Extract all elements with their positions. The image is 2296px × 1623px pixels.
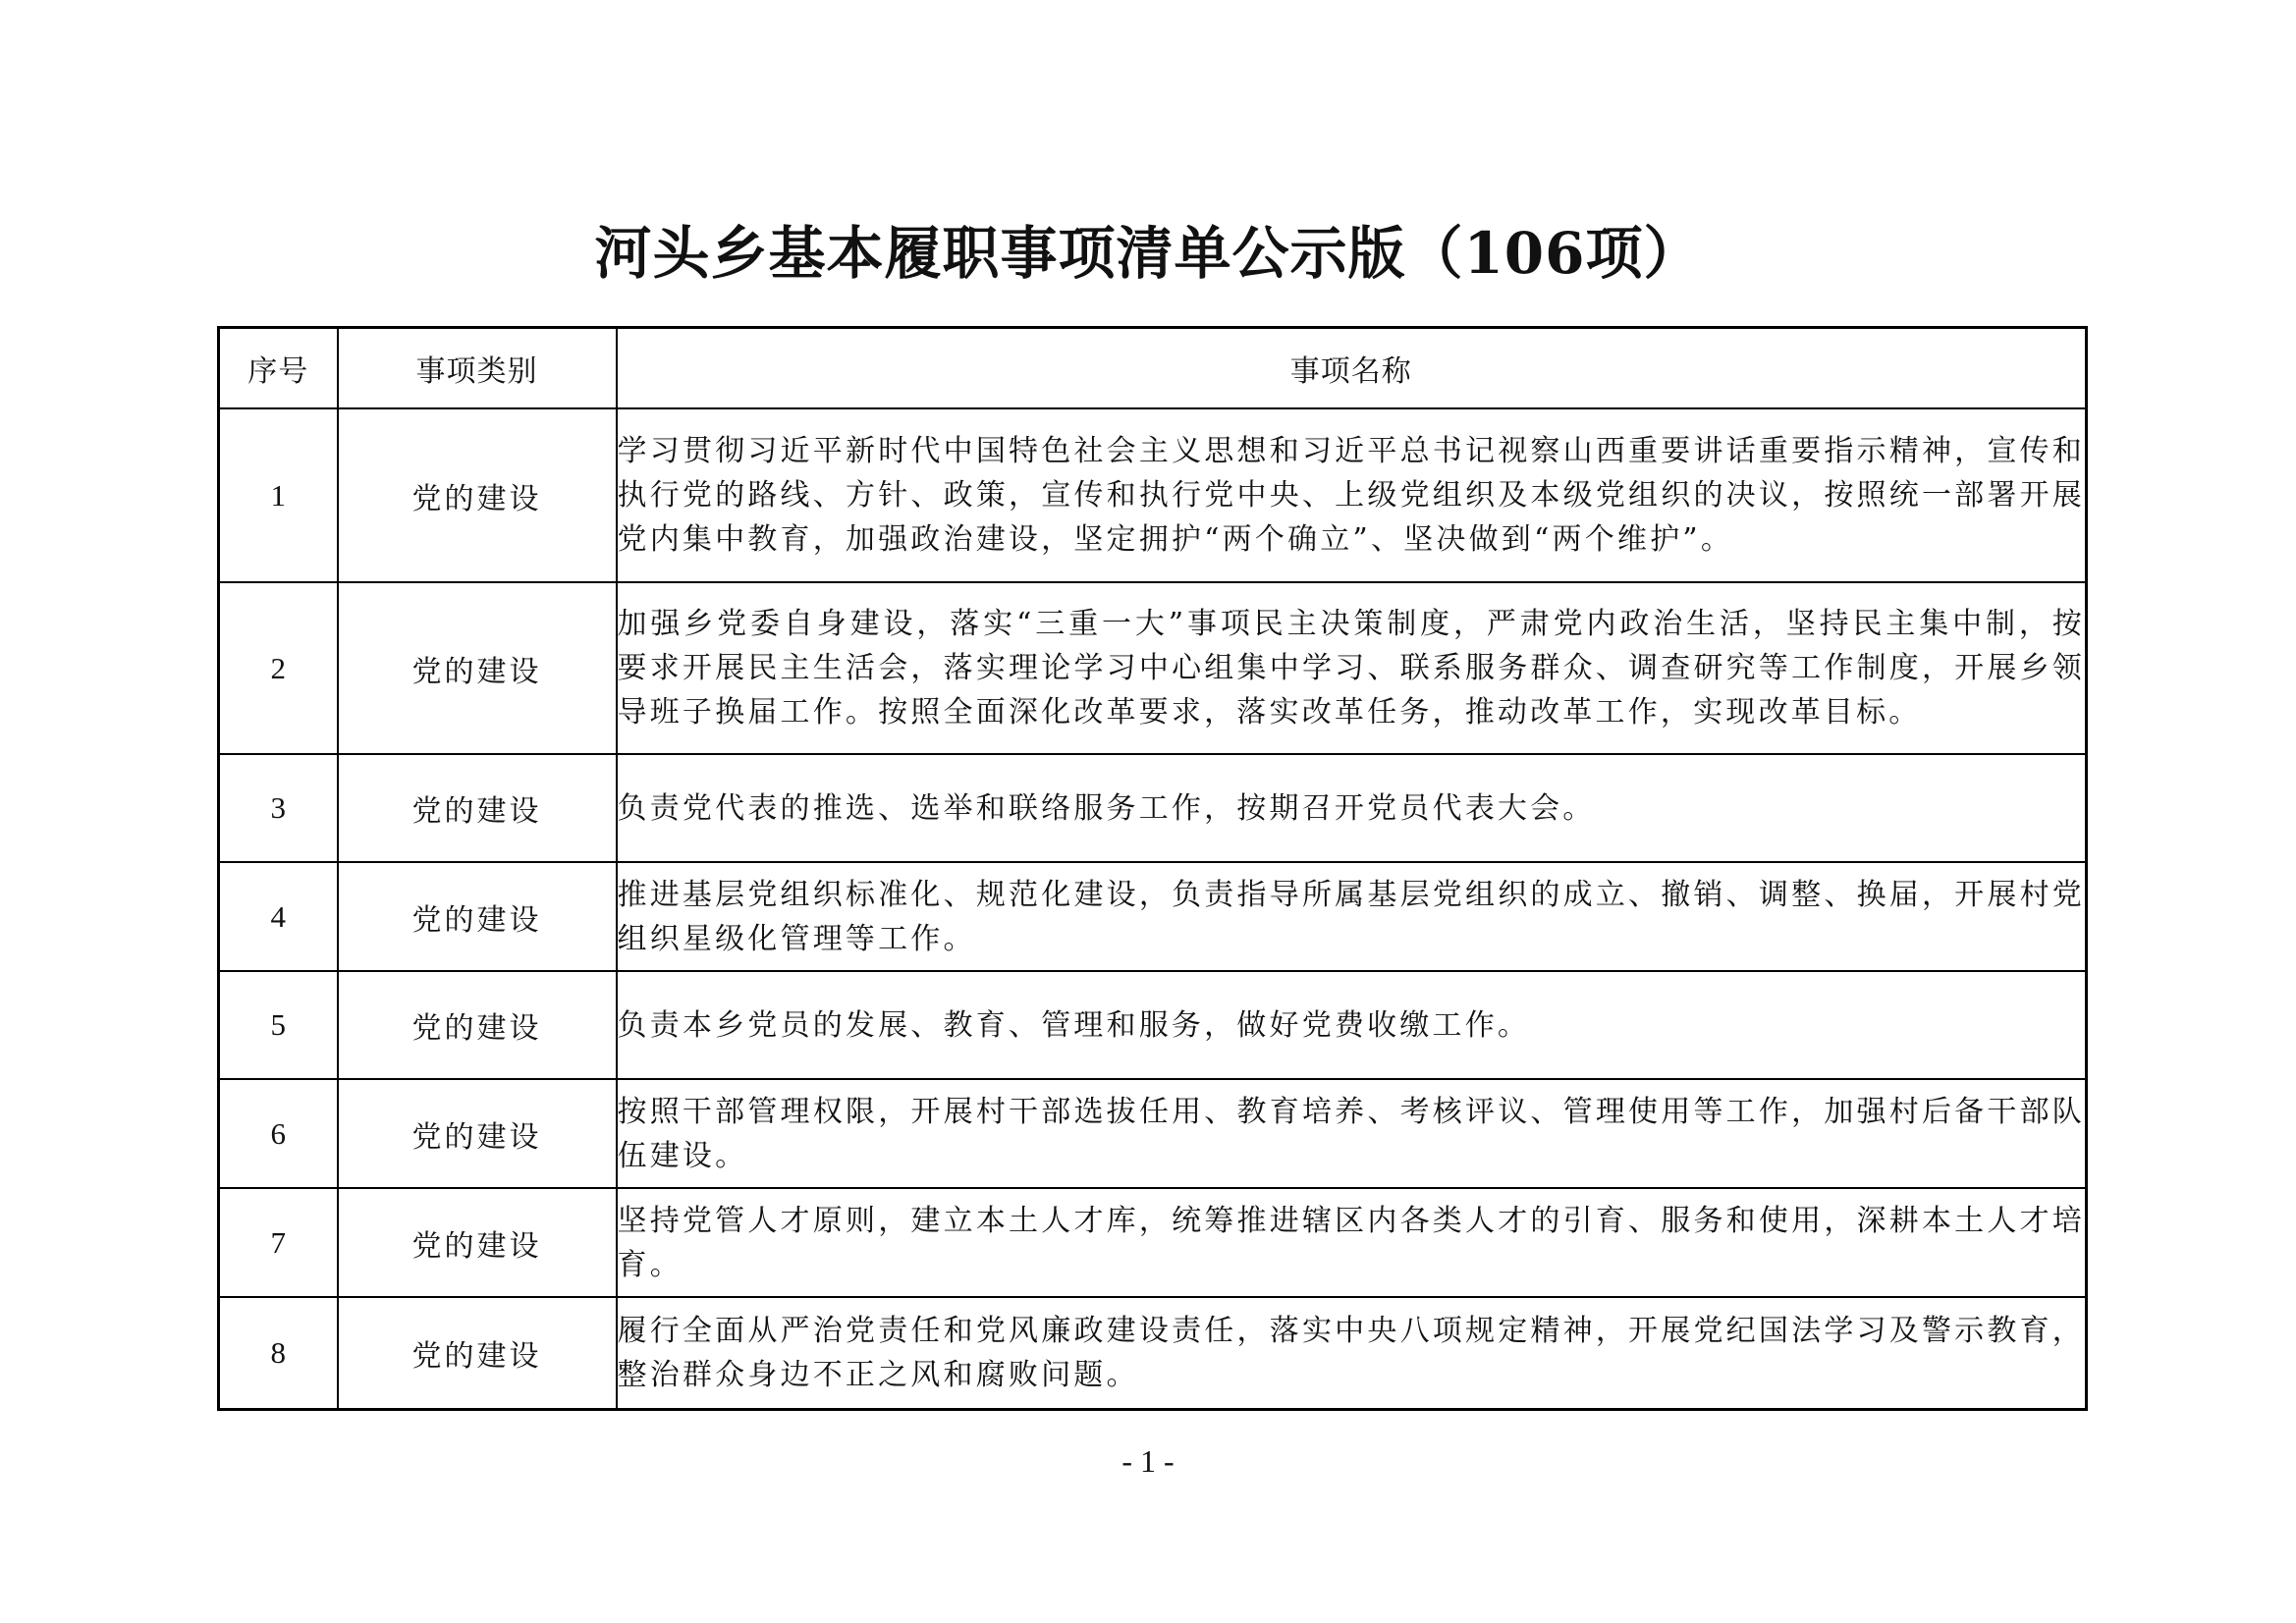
row-item-name: 按照干部管理权限，开展村干部选拔任用、教育培养、考核评议、管理使用等工作，加强村后备干部队伍建设。 [617, 1079, 2087, 1188]
row-item-name: 坚持党管人才原则，建立本土人才库，统筹推进辖区内各类人才的引育、服务和使用，深耕本土人才培育。 [617, 1188, 2087, 1297]
header-item-name: 事项名称 [617, 328, 2087, 409]
row-item-name: 负责党代表的推选、选举和联络服务工作，按期召开党员代表大会。 [617, 754, 2087, 862]
row-category: 党的建设 [338, 1079, 617, 1188]
row-category: 党的建设 [338, 754, 617, 862]
row-serial-number: 3 [219, 754, 338, 862]
table-row [219, 1297, 2087, 1409]
row-category: 党的建设 [338, 582, 617, 754]
row-category: 党的建设 [338, 1188, 617, 1297]
row-serial-number: 8 [219, 1297, 338, 1409]
row-serial-number: 1 [219, 408, 338, 582]
header-row [219, 328, 2087, 409]
header-serial-number: 序号 [219, 328, 338, 409]
table-row [219, 408, 2087, 582]
row-category: 党的建设 [338, 408, 617, 582]
header-category: 事项类别 [338, 328, 617, 409]
row-item-name: 学习贯彻习近平新时代中国特色社会主义思想和习近平总书记视察山西重要讲话重要指示精神，宣传和执行党的路线、方针、政策，宣传和执行党中央、上级党组织及本级党组织的决议，按照统一部署开展党内集中教育，加强政治建设，坚定拥护“两个确立”、坚决做到“两个维护”。 [617, 408, 2087, 582]
table-row [219, 971, 2087, 1079]
table-row [219, 1079, 2087, 1188]
row-serial-number: 7 [219, 1188, 338, 1297]
table-row [219, 754, 2087, 862]
row-category: 党的建设 [338, 1297, 617, 1409]
row-item-name: 负责本乡党员的发展、教育、管理和服务，做好党费收缴工作。 [617, 971, 2087, 1079]
row-category: 党的建设 [338, 862, 617, 971]
table-row [219, 862, 2087, 971]
page-number: - 1 - [1121, 1443, 1175, 1479]
table-row [219, 582, 2087, 754]
row-serial-number: 5 [219, 971, 338, 1079]
row-item-name: 加强乡党委自身建设，落实“三重一大”事项民主决策制度，严肃党内政治生活，坚持民主集中制，按要求开展民主生活会，落实理论学习中心组集中学习、联系服务群众、调查研究等工作制度，开展乡领导班子换届工作。按照全面深化改革要求，落实改革任务，推动改革工作，实现改革目标。 [617, 582, 2087, 754]
table-row [219, 1188, 2087, 1297]
row-category: 党的建设 [338, 971, 617, 1079]
row-serial-number: 2 [219, 582, 338, 754]
row-serial-number: 4 [219, 862, 338, 971]
row-item-name: 履行全面从严治党责任和党风廉政建设责任，落实中央八项规定精神，开展党纪国法学习及警示教育，整治群众身边不正之风和腐败问题。 [617, 1297, 2087, 1409]
page-title: 河头乡基本履职事项清单公示版（106项） [594, 220, 1702, 287]
table-header [219, 328, 2087, 409]
row-serial-number: 6 [219, 1079, 338, 1188]
duty-list-table [217, 326, 2088, 1411]
row-item-name: 推进基层党组织标准化、规范化建设，负责指导所属基层党组织的成立、撤销、调整、换届，开展村党组织星级化管理等工作。 [617, 862, 2087, 971]
table-body [219, 408, 2087, 1409]
